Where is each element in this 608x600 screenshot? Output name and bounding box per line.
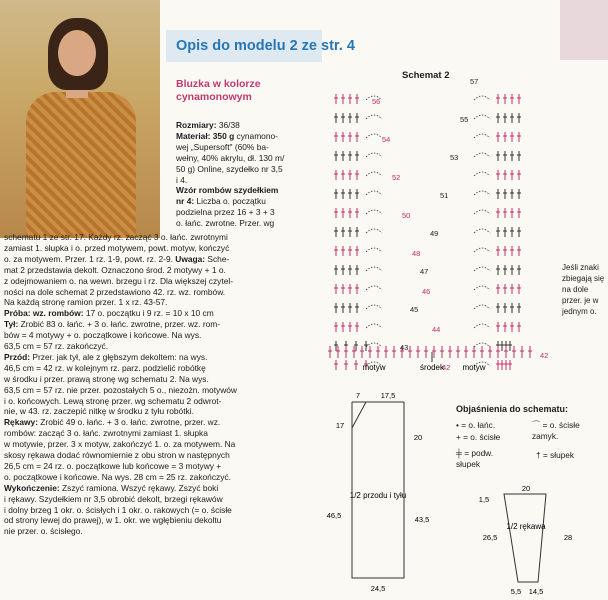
chain-arc — [474, 172, 490, 176]
text-line: i dolny brzeg 1 okr. o. ścisłych i 1 okr. o. rakowych (= o. ścisłe — [4, 504, 232, 515]
text-line: z odejmowaniem o. na wewn. brzegu i rz. Dla większej czytel- — [4, 275, 234, 286]
text-line: o. łańc. zwrotne. Przer. wg — [176, 218, 275, 229]
dim-neck-depth: 17 — [335, 421, 345, 430]
row-number: 49 — [430, 229, 439, 238]
chain-arc — [366, 286, 382, 290]
dim-sleeve-top: 20 — [521, 484, 531, 493]
chain-arc — [474, 153, 490, 157]
text-line: i rękawy. Szydełkiem nr 3,5 obrobić dekolt, brzegi rękawów — [4, 493, 223, 504]
text-line: od strony lewej do prawej), w 1. okr. we wgłębieniu dekoltu — [4, 515, 222, 526]
dim-sleeve-left: 26,5 — [482, 533, 498, 542]
text-line: ności na dole schemat 2 przedstawiono 42. rz. wz. rombów. — [4, 286, 226, 297]
dim-width: 24,5 — [370, 584, 386, 593]
row-number: 57 — [470, 77, 479, 86]
sleeve-label: 1/2 rękawa — [506, 522, 546, 531]
chain-arc — [366, 134, 382, 138]
page-edge-strip — [560, 0, 608, 60]
text-line: schematu 1 ze str. 17. Każdy rz. zacząć 3 o. łańc. zwrotnymi — [4, 232, 228, 242]
chain-arc — [474, 286, 490, 290]
crochet-diagram — [322, 62, 554, 372]
row-number: 43 — [400, 343, 409, 352]
text-line: 63,5 cm = 57 rz. zakończyć. — [4, 341, 109, 351]
model-photo — [0, 0, 160, 238]
double-treble-icon: ╪ — [456, 448, 465, 458]
row-number: 42 — [442, 363, 451, 372]
dim-sleeve-bottom-right: 14,5 — [528, 587, 544, 596]
sleeve-pattern — [470, 484, 600, 600]
sc-icon: + — [456, 432, 464, 442]
text-line: Materiał: 350 g cynamono- — [176, 130, 278, 141]
legend-sc: + = o. ścisłe — [456, 432, 501, 442]
front-back-pattern — [322, 388, 452, 598]
text-line: 26,5 cm = 24 rz. o. początkowe lub końcowe = 3 motywy + — [4, 460, 222, 471]
row-number: 56 — [372, 97, 381, 106]
text-line: Rozmiary: 36/38 — [176, 120, 240, 130]
chain-arc — [366, 248, 382, 252]
row-number: 42 — [540, 351, 549, 360]
text-line: wej „Supersoft" (60% ba- — [176, 141, 269, 152]
legend-slip: ⌒ = o. ścisłe zamyk. — [532, 420, 580, 441]
text-line: 50 g) Online, szydełko nr 3,5 — [176, 163, 283, 174]
row-number: 50 — [402, 211, 411, 220]
text-line: w środku i przer. prawą stronę wg schematu 2. Na wys. — [4, 373, 209, 384]
text-line: Przód: Przer. jak tył, ale z głębszym dekoltem: na wys. — [4, 351, 208, 362]
chain-arc — [366, 229, 382, 233]
legend-chain: • = o. łańc. — [456, 420, 496, 430]
row-number: 48 — [412, 249, 421, 258]
chain-arc — [366, 210, 382, 214]
chain-arc — [474, 210, 490, 214]
text-line: Tył: Zrobić 83 o. łańc. + 3 o. łańc. zwrotne, przer. wz. rom- — [4, 319, 221, 330]
dim-armhole: 20 — [413, 433, 423, 442]
row-number: 55 — [460, 115, 469, 124]
text-line: wełny, 40% akrylu, dł. 130 m/ — [176, 152, 285, 163]
text-line: Wzór rombów szydełkiem — [176, 185, 279, 196]
text-line: Próba: wz. rombów: 17 o. początku i 9 rz. = 10 x 10 cm — [4, 308, 214, 319]
chain-arc — [474, 115, 490, 119]
row-number: 51 — [440, 191, 449, 200]
chain-arc — [366, 324, 382, 328]
legend-treble: † = słupek — [536, 450, 575, 460]
text-line: Wykończenie: Zszyć ramiona. Wszyć rękawy. Zszyć boki — [4, 482, 219, 493]
chain-arc — [366, 267, 382, 271]
chain-arc — [474, 324, 490, 328]
row-number: 53 — [450, 153, 459, 162]
chain-icon: • — [456, 420, 462, 430]
text-line: Rękawy: Zrobić 49 o. łańc. + 3 o. łańc. zwrotne, przer. wz. — [4, 417, 221, 428]
text-line: 63,5 cm = 57 rz. nie przer. pozostałych 5 o., niezożn. motywów — [4, 384, 237, 395]
text-line: o. za motywem. Przer. 1 rz. 1-9, powt. rz. 2-9. Uwaga: Sche- — [4, 253, 230, 264]
text-line: rombów: zacząć 3 o. łańc. zwrotnymi zamiast 1. słupka — [4, 428, 208, 439]
front-back-label: 1/2 przodu i tyłu — [349, 491, 407, 500]
chain-arc — [474, 96, 490, 100]
chain-arc — [366, 305, 382, 309]
text-line: i o. końcowych. Lewą stronę przer. wg schematu 2 odwrot- — [4, 395, 222, 406]
chain-arc — [474, 229, 490, 233]
text-line: o. początkowe i końcowe. Na wys. 28 cm = 25 rz. zakończyć. — [4, 471, 231, 482]
motif-label: motyw — [362, 363, 386, 372]
row-number: 44 — [432, 325, 441, 334]
chain-arc — [366, 191, 382, 195]
chain-arc — [474, 191, 490, 195]
treble-icon: † — [536, 450, 543, 460]
text-line: nr 4: Liczba o. początku — [176, 196, 266, 207]
dim-sleeve-cap: 1,5 — [478, 495, 490, 504]
chain-arc — [366, 115, 382, 119]
legend — [456, 404, 580, 469]
dim-sleeve-right: 28 — [563, 533, 573, 542]
center-label: środek — [419, 363, 445, 372]
chain-arc — [366, 172, 382, 176]
text-line: podzielna przez 16 + 3 + 3 — [176, 207, 275, 218]
diagram-side-note: Jeśli znaki zbiegają się na dole przer. je w jednym o. — [562, 263, 605, 316]
motif-label: motyw — [462, 363, 486, 372]
dim-right-height: 43,5 — [414, 515, 430, 524]
dim-sleeve-bottom-left: 5,5 — [510, 587, 522, 596]
diagram-title: Schemat 2 — [402, 70, 450, 81]
chain-arc — [474, 267, 490, 271]
row-number: 46 — [422, 287, 431, 296]
page-subtitle: Bluzka w kolorze cynamonowym — [176, 78, 261, 103]
text-line: w motywie, przer. 3 x motyw, zakończyć 1. o. za motywem. Na — [4, 439, 236, 450]
row-number: 54 — [382, 135, 391, 144]
text-line: mat 2 przedstawia dekolt. Oznaczono środ. 2 motywy + 1 o. — [4, 264, 226, 275]
dim-shoulder-width: 17,5 — [380, 391, 396, 400]
chain-arc — [474, 134, 490, 138]
text-line: skosy rękawa dodać równomiernie z obu stron w następnych — [4, 450, 230, 460]
dim-left-height: 46,5 — [326, 511, 342, 520]
row-number: 52 — [392, 173, 401, 182]
dim-neck-width: 7 — [355, 391, 361, 400]
chain-arc — [366, 343, 382, 347]
text-line: zamiast 1. słupka i o. przed motywem, powt. motyw, kończyć — [4, 242, 230, 253]
chain-arc — [474, 305, 490, 309]
text-line: nie przer. o. ścisłego. — [4, 526, 83, 537]
slip-icon: ⌒ — [532, 420, 543, 430]
text-line: 46,5 cm = 42 rz. w kolejnym rz. parz. podzielić robótkę — [4, 362, 206, 373]
chain-arc — [474, 248, 490, 252]
text-line: nie, w 43. rz. zaczepić nitkę w środku z tyłu robótki. — [4, 406, 194, 417]
chain-arc — [366, 153, 382, 157]
legend-dc: ╪ = podw. słupek — [456, 448, 494, 469]
legend-title: Objaśnienia do schematu: — [456, 404, 569, 414]
row-number: 45 — [410, 305, 419, 314]
page-title: Opis do modelu 2 ze str. 4 — [176, 38, 355, 54]
text-line: bów = 4 motywy + o. początkowe i końcowe. Na wys. — [4, 330, 202, 341]
text-line: i 4. — [176, 174, 188, 185]
text-line: Na każdą stronę ramion przer. 1 x rz. 43-57. — [4, 297, 168, 308]
row-number: 47 — [420, 267, 429, 276]
